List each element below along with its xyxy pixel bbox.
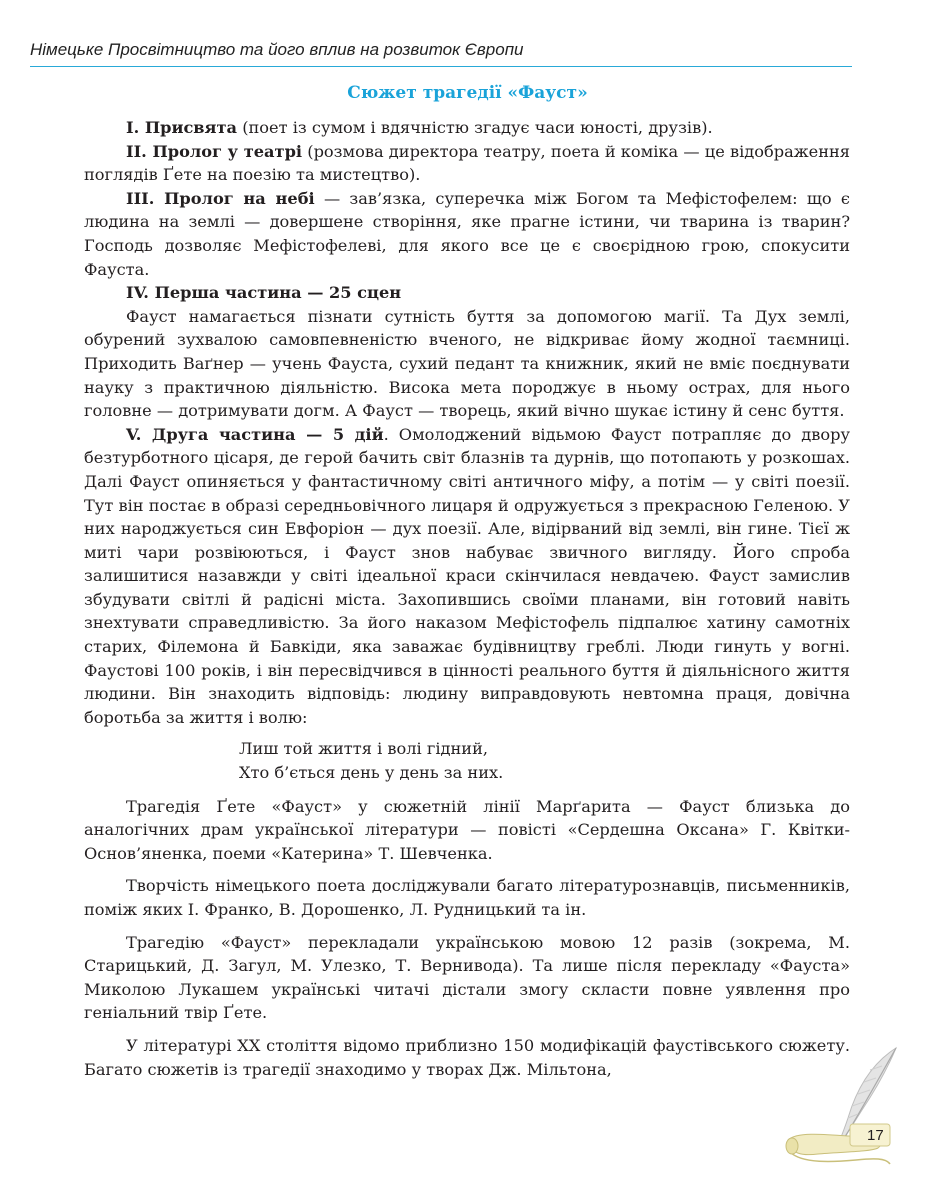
paragraph-text: Фауст намагається пізнати сутність буття за допомогою магії. Та Дух землі, обурений зухвалою самовпевненістю вченого, не відкриває йому жодної таємниці. Приходить Ваґнер — учень Фауста, сухий педант та книжник, який не вміє поєднувати науку з практичною діяльністю. Висока мета породжує в ньому острах, для нього головне — дотримувати догм. А Фауст — творець, який вічно шукає істину й сенс буття. — [84, 306, 850, 421]
paragraph-text: Трагедія Ґете «Фауст» у сюжетній лінії Марґарита — Фауст близька до аналогічних драм української літератури — повісті «Сердешна Оксана» Г. Квітки-Основ’яненка, поеми «Катерина» Т. Шевченка. — [84, 796, 850, 863]
poem-quote — [239, 737, 850, 784]
quill-and-scroll-icon — [778, 1040, 908, 1170]
paragraph-text: (поет із сумом і вдячністю згадує часи юності, друзів). — [237, 118, 713, 137]
paragraph-part-two — [84, 423, 850, 730]
page-number: 17 — [867, 1127, 884, 1144]
paragraph-heading: V. Друга частина — 5 дій — [126, 424, 384, 444]
paragraph-heading: ІІІ. Пролог на небі — [126, 188, 315, 208]
paragraph-part-one-heading — [84, 281, 850, 305]
paragraph-text: — зав’язка, суперечка між Богом та Мефістофелем: що є людина на землі — довершене створіння, яке прагне істини, чи тварина із тварин? Господь дозволяє Мефістофелеві, для якого все це є своєрідною грою, спокусити Фауста. — [84, 188, 850, 279]
body-text — [84, 116, 850, 1081]
paragraph-part-one — [84, 305, 850, 423]
poem-line: Хто б’ється день у день за них. — [239, 763, 504, 783]
paragraph-text: У літературі XX століття відомо приблизно 150 модифікацій фаустівського сюжету. Багато сюжетів із трагедії знаходимо у творах Дж. Мільтона, — [84, 1035, 850, 1079]
paragraph-translations — [84, 931, 850, 1025]
paragraph-heaven-prologue — [84, 187, 850, 281]
section-title: Сюжет трагедії «Фауст» — [347, 83, 588, 103]
paragraph-dedication — [84, 116, 850, 140]
paragraph-heading: І. Присвята — [126, 118, 238, 137]
paragraph-text: Трагедію «Фауст» перекладали українською мовою 12 разів (зокрема, М. Старицький, Д. Загул, М. Улезко, Т. Вернивода). Та лише після перекладу «Фауста» Миколою Лукашем українські читачі дістали змогу скласти повне уявлення про геніальний твір Ґете. — [84, 932, 850, 1023]
paragraph-text: (розмова директора театру, поета й коміка — це відображення поглядів Ґете на поезію та мистецтво). — [84, 141, 850, 185]
header-divider — [30, 66, 852, 67]
paragraph-heading: ІІ. Пролог у театрі — [126, 141, 303, 161]
paragraph-researchers — [84, 874, 850, 921]
poem-line: Лиш той життя і волі гідний, — [239, 739, 489, 759]
paragraph-text: . Омолоджений відьмою Фауст потрапляє до двору безтурботного цісаря, де герой бачить світ блазнів та дурнів, що потопають у розкошах. Далі Фауст опиняється у фантастичному світі античного міфу, а потім — у світі поезії. Тут він постає в образі середньовічного лицаря й одружується з прекрасною Геленою. У них народжується син Евфоріон — дух поезії. Але, відірваний від землі, він гине. Тієї ж миті чари розвіюються, і Фауст знов набуває звичного вигляду. Його спроба залишитися назавжди у світі ідеальної краси скінчилася невдачею. Фауст замислив збудувати світлі й радісні міста. Захопившись своїми планами, він готовий навіть знехтувати справедливістю. За його наказом Мефістофель підпалює хатину самотніх старих, Філемона й Бавкіди, яка заважає будівництву греблі. Люди гинуть у вогні. Фаустові 100 років, і він пересвідчився в цінності реального буття й діяльнісного життя людини. Він знаходить відповідь: людину виправдовують невтомна праця, довічна боротьба за життя і волю: — [84, 424, 850, 727]
paragraph-text: Творчість німецького поета досліджували багато літературознавців, письменників, поміж яких І. Франко, В. Дорошенко, Л. Рудницький та ін. — [84, 876, 850, 919]
paragraph-ukrainian-parallels — [84, 795, 850, 866]
running-header: Німецьке Просвітництво та його вплив на розвиток Європи — [30, 40, 524, 59]
paragraph-modifications — [84, 1034, 850, 1081]
paragraph-heading: IV. Перша частина — 25 сцен — [126, 283, 402, 303]
paragraph-theatre-prologue — [84, 140, 850, 187]
